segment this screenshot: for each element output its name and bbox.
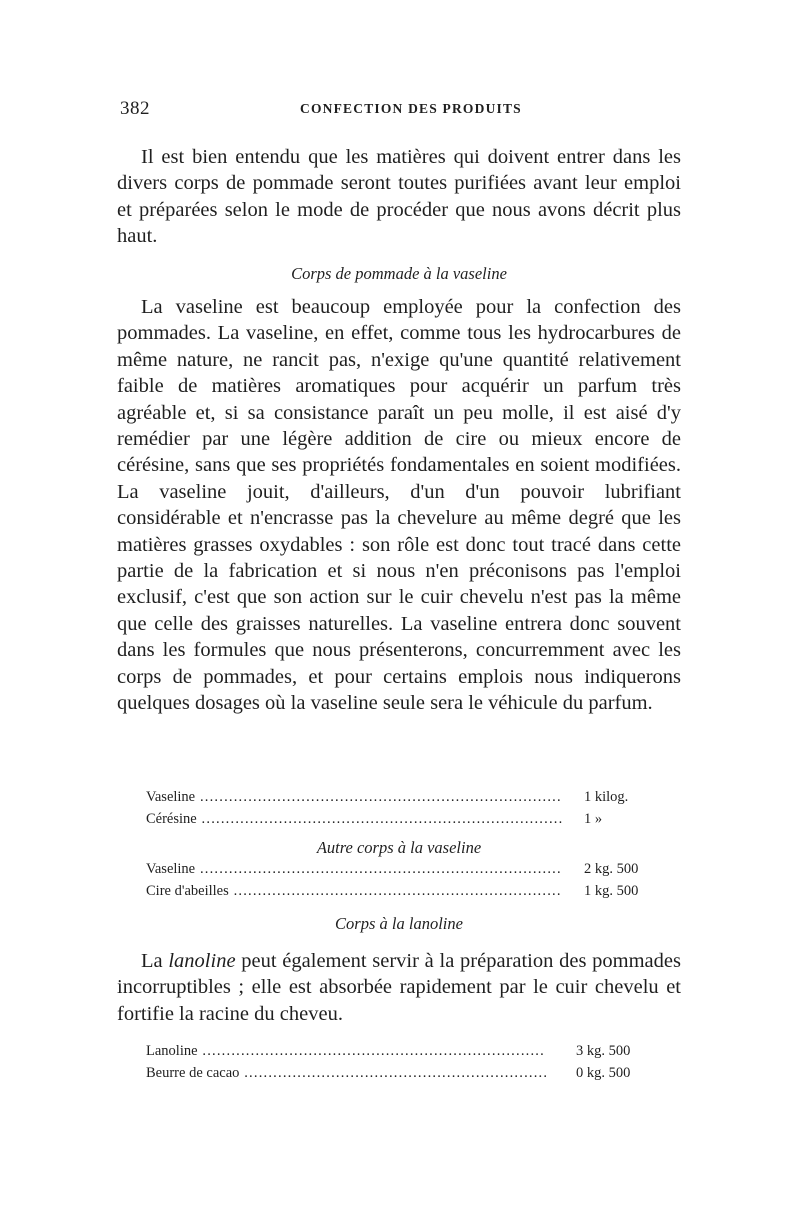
section-heading-vaseline: Corps de pommade à la vaseline <box>291 264 507 283</box>
paragraph-lanoline <box>117 948 681 1027</box>
paragraph-text <box>117 948 681 1027</box>
ingredient-quantity: 3 kg. 500 <box>576 1043 631 1059</box>
ingredient-quantity: 1 kilog. <box>584 789 629 805</box>
recipe-row <box>146 786 666 808</box>
recipe-row <box>146 808 666 830</box>
section-heading-autre-vaseline: Autre corps à la vaseline <box>316 838 482 857</box>
paragraph-rest: peut également servir à la préparation des pommades incorruptibles ; elle est absorbée rapidement par le cuir chevelu et fortifie la racine du cheveu. <box>117 950 681 1025</box>
page-header <box>120 98 680 122</box>
ingredient-quantity: 1 kg. 500 <box>584 883 639 899</box>
paragraph-text: La vaseline est beaucoup employée pour la confection des pommades. La vaseline, en effet, comme tous les hydrocarbures de même nature, ne rancit pas, n'exige qu'une quantité relativement faible de matières aromatiques pour acquérir un parfum très agréable et, si sa consistance paraît un peu molle, il est aisé d'y remédier par une légère addition de cire ou mieux encore de cérésine, sans que ses propriétés fondamentales en soient modifiées. La vaseline jouit, d'ailleurs, d'un d'un pouvoir lubrifiant considérable et n'encrasse pas la chevelure au même degré que les matières grasses oxydables : son rôle est donc tout tracé dans cette partie de la fabrication et si nous n'en préconisons pas l'emploi exclusif, c'est que son action sur le cuir chevelu n'est pas la même que celle des graisses naturelles. La vaseline entrera donc souvent dans les formules que nous présenterons, concurremment avec les corps de pommades, et pour certains emplois nous indiquerons quelques dosages où la vaseline seule sera le véhicule du parfum. <box>117 296 681 715</box>
paragraph-purification <box>117 144 681 250</box>
ingredient-quantity: 0 kg. 500 <box>576 1065 631 1081</box>
ingredient-quantity: 2 kg. 500 <box>584 861 639 877</box>
page-number: 382 <box>120 98 150 119</box>
ingredient-name: Beurre de cacao ..... <box>146 1062 546 1084</box>
ingredient-quantity: 1 » <box>584 811 603 827</box>
recipe-row <box>146 1040 666 1062</box>
recipe-autre-vaseline <box>146 858 666 902</box>
paragraph-vaseline <box>117 294 681 717</box>
ingredient-name: Lanoline ..... <box>146 1040 546 1062</box>
ingredient-name: Cérésine ..... <box>146 808 562 830</box>
ingredient-name: Vaseline ..... <box>146 858 562 880</box>
section-heading-lanoline: Corps à la lanoline <box>335 914 463 933</box>
recipe-vaseline <box>146 786 666 830</box>
italic-term-lanoline: lanoline <box>168 950 236 972</box>
recipe-lanoline <box>146 1040 666 1084</box>
ingredient-name: Vaseline ..... <box>146 786 562 808</box>
running-head: CONFECTION DES PRODUITS <box>300 101 522 116</box>
paragraph-start: La <box>141 950 169 972</box>
paragraph-text: Il est bien entendu que les matières qui doivent entrer dans les divers corps de pommade seront toutes purifiées avant leur emploi et préparées selon le mode de procéder que nous avons décrit plus haut. <box>117 146 681 248</box>
recipe-row <box>146 880 666 902</box>
ingredient-name: Cire d'abeilles ..... <box>146 880 562 902</box>
recipe-row <box>146 858 666 880</box>
recipe-row <box>146 1062 666 1084</box>
